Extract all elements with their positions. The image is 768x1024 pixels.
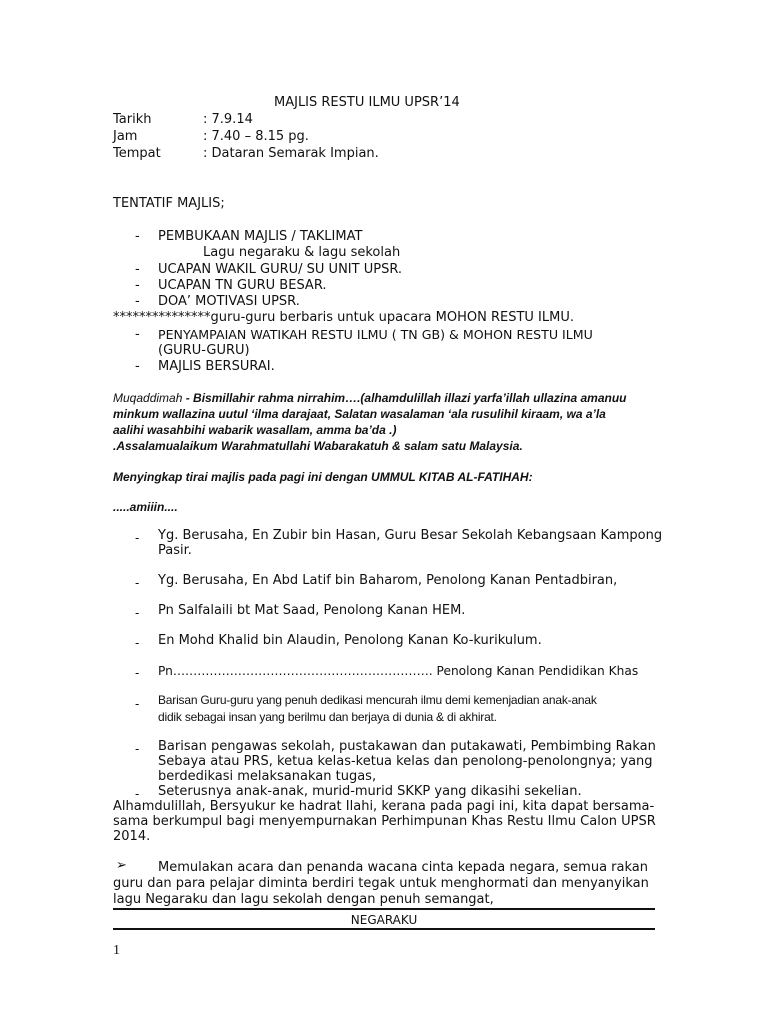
- tentatif-item-3: UCAPAN TN GURU BESAR.: [158, 278, 327, 293]
- tentatif-item-1-sub: Lagu negaraku & lagu sekolah: [203, 245, 401, 260]
- meta-label: Tarikh: [113, 112, 152, 127]
- muqaddimah-line-1: [113, 390, 627, 406]
- dash-icon: -: [135, 636, 140, 650]
- dash-icon: -: [135, 576, 140, 590]
- meta-label: Jam: [113, 129, 138, 144]
- greeting-6-cont: didik sebagai insan yang berilmu dan berjaya di dunia & di akhirat.: [158, 710, 497, 724]
- tentatif-item-6: MAJLIS BERSURAI.: [158, 359, 275, 374]
- dash-icon: -: [135, 359, 140, 374]
- tentatif-item-5: PENYAMPAIAN WATIKAH RESTU ILMU ( TN GB) & MOHON RESTU ILMU: [158, 327, 593, 342]
- tentatif-item-4: DOA’ MOTIVASI UPSR.: [158, 294, 300, 309]
- greeting-8: Seterusnya anak-anak, murid-murid SKKP yang dikasihi sekelian.: [158, 784, 582, 799]
- closing-line-2: guru dan para pelajar diminta berdiri tegak untuk menghormati dan menyanyikan: [113, 876, 649, 891]
- meta-label: Tempat: [113, 146, 161, 161]
- arrow-bullet-icon: ➢: [116, 858, 127, 873]
- muqaddimah-label: Muqaddimah: [113, 391, 183, 405]
- muqaddimah-line-3: aalihi wasahbihi wabarik wasallam, amma ba’da .): [113, 423, 397, 437]
- muqaddimah-text: - Bismillahir rahma nirrahim….(alhamdulillah illazi yarfa’illah ullazina amanuu: [182, 391, 627, 405]
- dash-icon: -: [135, 262, 140, 277]
- tentatif-stars-line: ***************guru-guru berbaris untuk upacara MOHON RESTU ILMU.: [113, 310, 574, 325]
- alhamdulillah-line-2: sama berkumpul bagi menyempurnakan Perhimpunan Khas Restu Ilmu Calon UPSR: [113, 814, 656, 829]
- dash-icon: -: [135, 327, 140, 342]
- dash-icon: -: [135, 787, 140, 801]
- dash-icon: -: [135, 606, 140, 620]
- dash-icon: -: [135, 294, 140, 309]
- greeting-5: Pn………………………………………………………. Penolong Kanan Pendidikan Khas: [158, 664, 639, 678]
- tentatif-item-5-cont: (GURU-GURU): [158, 343, 250, 358]
- greeting-7-cont-1: Sebaya atau PRS, ketua kelas-ketua kelas dan penolong-penolongnya; yang: [158, 754, 653, 769]
- greeting-7: Barisan pengawas sekolah, pustakawan dan putakawati, Pembimbing Rakan: [158, 739, 656, 754]
- section-divider-bottom: [113, 928, 655, 930]
- tentatif-heading: TENTATIF MAJLIS;: [113, 196, 225, 211]
- greeting-1-cont: Pasir.: [158, 543, 192, 558]
- alhamdulillah-line-3: 2014.: [113, 829, 151, 844]
- dash-icon: -: [135, 229, 140, 244]
- dash-icon: -: [135, 531, 140, 545]
- dash-icon: -: [135, 697, 140, 711]
- opening-line: Menyingkap tirai majlis pada pagi ini dengan UMMUL KITAB AL-FATIHAH:: [113, 470, 533, 484]
- meta-value: : Dataran Semarak Impian.: [203, 146, 379, 161]
- greeting-2: Yg. Berusaha, En Abd Latif bin Baharom, Penolong Kanan Pentadbiran,: [158, 573, 618, 588]
- tentatif-item-1: PEMBUKAAN MAJLIS / TAKLIMAT: [158, 229, 363, 244]
- greeting-3: Pn Salfalaili bt Mat Saad, Penolong Kanan HEM.: [158, 603, 466, 618]
- page-number: 1: [113, 943, 120, 958]
- muqaddimah-line-4: .Assalamualaikum Warahmatullahi Wabarakatuh & salam satu Malaysia.: [113, 439, 523, 453]
- greeting-1: Yg. Berusaha, En Zubir bin Hasan, Guru Besar Sekolah Kebangsaan Kampong: [158, 528, 663, 543]
- greeting-4: En Mohd Khalid bin Alaudin, Penolong Kanan Ko-kurikulum.: [158, 633, 542, 648]
- closing-line-3: lagu Negaraku dan lagu sekolah dengan penuh semangat,: [113, 892, 494, 907]
- meta-value: : 7.40 – 8.15 pg.: [203, 129, 309, 144]
- greeting-7-cont-2: berdedikasi melaksanakan tugas,: [158, 769, 377, 784]
- section-divider-top: [113, 908, 655, 910]
- greeting-6: Barisan Guru-guru yang penuh dedikasi mencurah ilmu demi kemenjadian anak-anak: [158, 693, 597, 707]
- document-title: MAJLIS RESTU ILMU UPSR’14: [274, 95, 460, 110]
- closing-line-1: Memulakan acara dan penanda wacana cinta kepada negara, semua rakan: [158, 860, 648, 875]
- tentatif-item-2: UCAPAN WAKIL GURU/ SU UNIT UPSR.: [158, 262, 403, 277]
- dash-icon: -: [135, 278, 140, 293]
- section-label: NEGARAKU: [350, 913, 418, 927]
- muqaddimah-line-2: minkum wallazina uutul ‘ilma darajaat, Salatan wasalaman ‘ala rusulihil kiraam, wa a’la: [113, 407, 606, 421]
- dash-icon: -: [135, 666, 140, 680]
- dash-icon: -: [135, 742, 140, 756]
- alhamdulillah-line-1: Alhamdulillah, Bersyukur ke hadrat Ilahi, kerana pada pagi ini, kita dapat bersama-: [113, 799, 655, 814]
- amiin-line: .....amiiin....: [113, 500, 178, 514]
- meta-value: : 7.9.14: [203, 112, 253, 127]
